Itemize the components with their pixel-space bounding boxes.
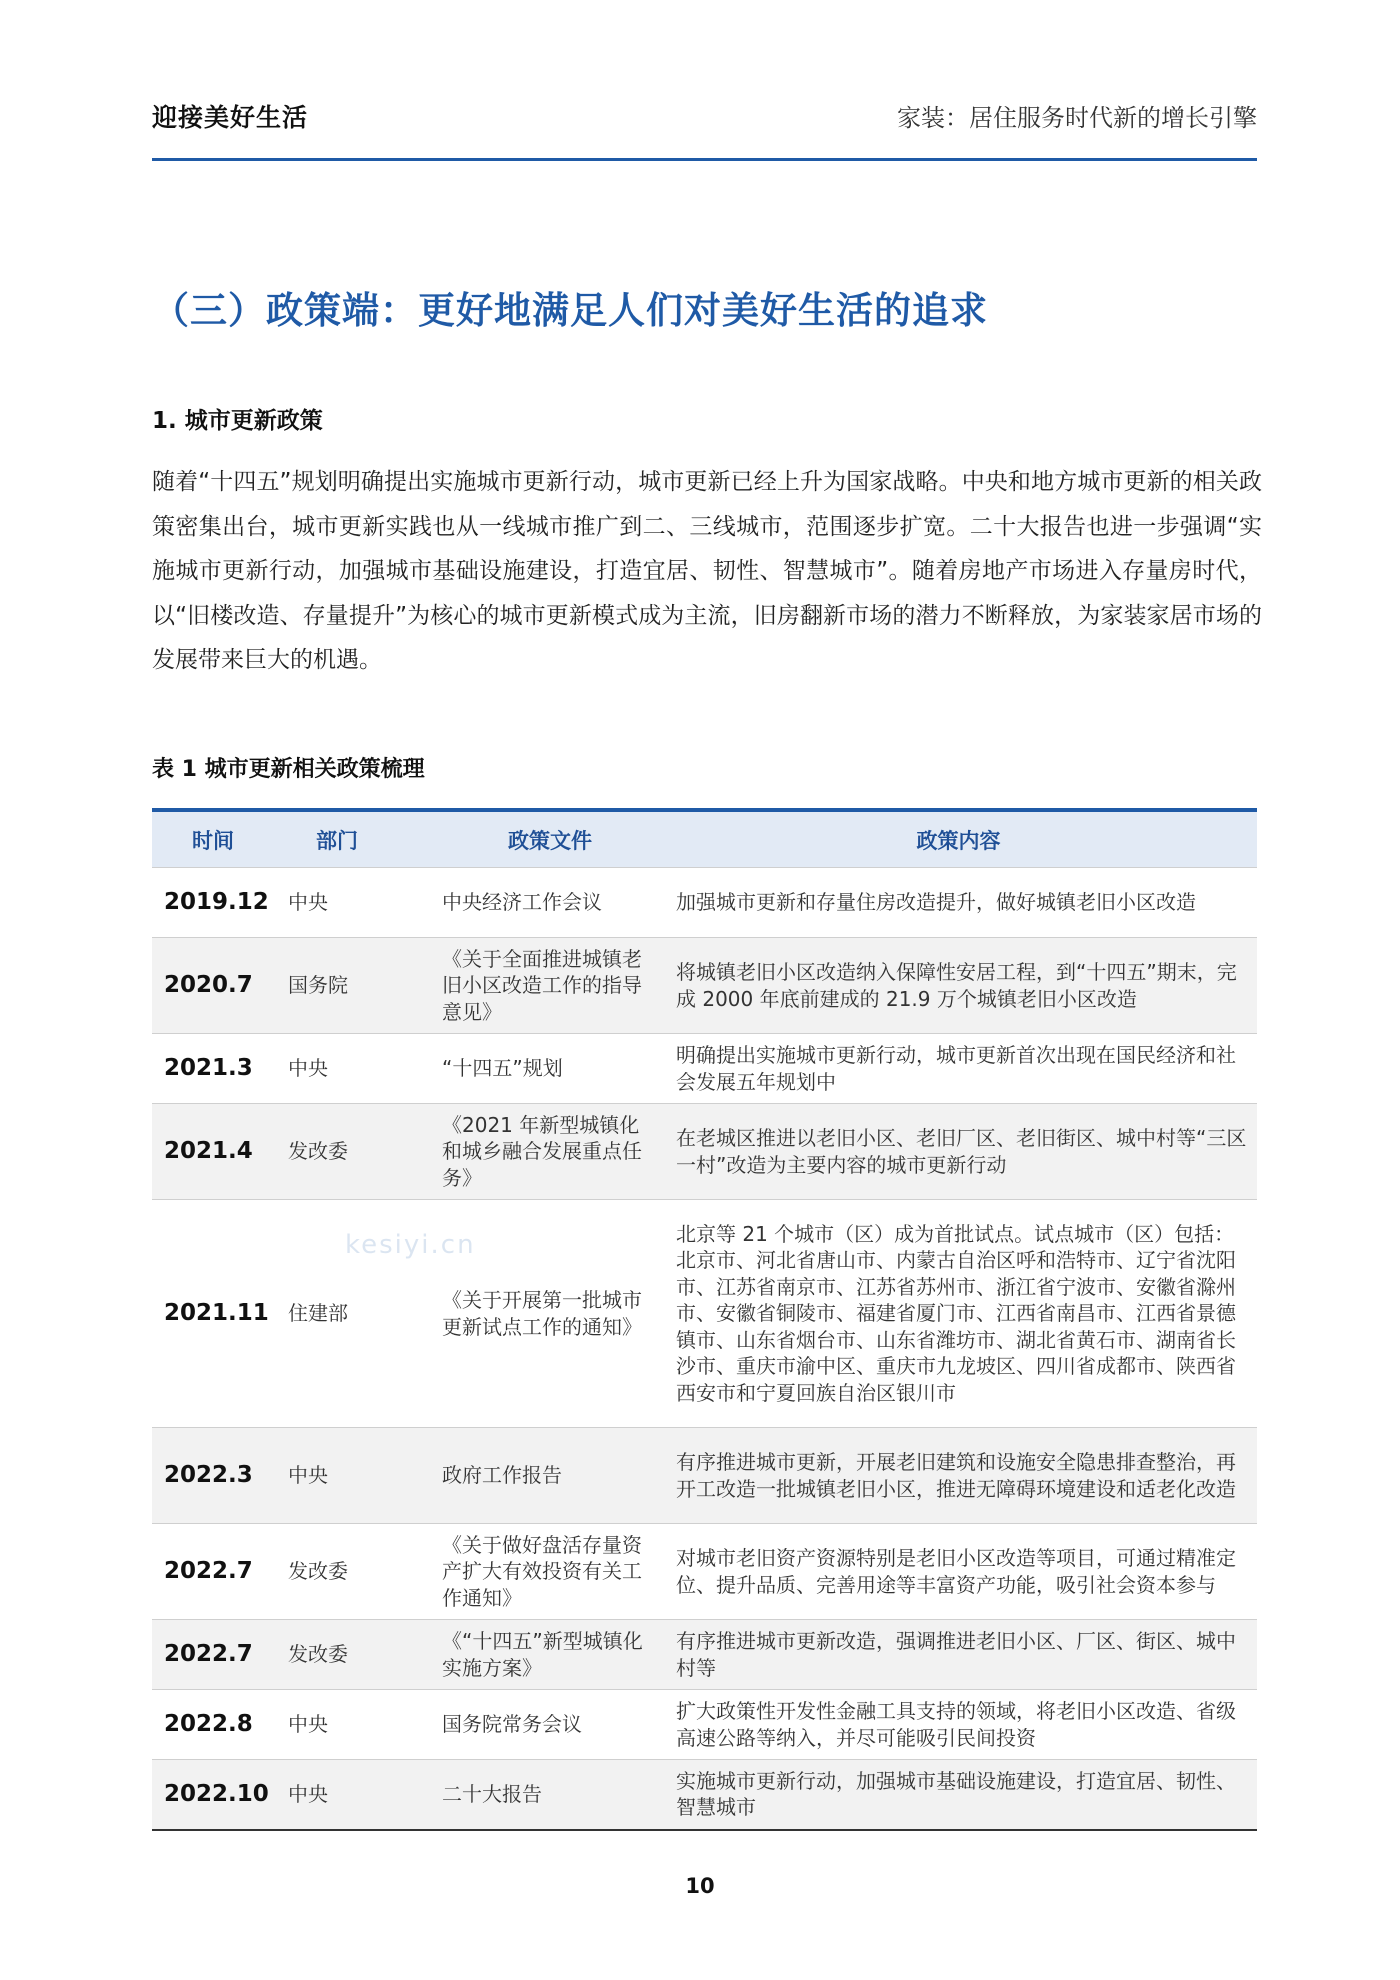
cell-dept: 中央 [280,1428,440,1524]
cell-doc: 国务院常务会议 [440,1690,660,1760]
cell-dept: 中央 [280,1760,440,1830]
cell-time: 2021.11 [152,1200,280,1428]
cell-time: 2022.8 [152,1690,280,1760]
cell-time: 2022.10 [152,1760,280,1830]
cell-content: 将城镇老旧小区改造纳入保障性安居工程，到“十四五”期末，完成 2000 年底前建成的 21.9 万个城镇老旧小区改造 [660,938,1257,1034]
cell-time: 2019.12 [152,868,280,938]
policy-table [152,808,1257,1831]
cell-content: 有序推进城市更新，开展老旧建筑和设施安全隐患排查整治，再开工改造一批城镇老旧小区，推进无障碍环境建设和适老化改造 [660,1428,1257,1524]
header-dept: 部门 [280,810,440,868]
watermark: kesiyi.cn [345,1230,476,1260]
table-caption: 表 1 城市更新相关政策梳理 [152,757,425,782]
sub-heading: 1. 城市更新政策 [152,408,323,434]
cell-content: 对城市老旧资产资源特别是老旧小区改造等项目，可通过精准定位、提升品质、完善用途等丰富资产功能，吸引社会资本参与 [660,1524,1257,1620]
cell-time: 2022.7 [152,1620,280,1690]
table-row [152,1690,1257,1760]
cell-doc: 《“十四五”新型城镇化实施方案》 [440,1620,660,1690]
cell-doc: 《关于做好盘活存量资产扩大有效投资有关工作通知》 [440,1524,660,1620]
cell-doc: 政府工作报告 [440,1428,660,1524]
cell-dept: 发改委 [280,1524,440,1620]
cell-doc: 中央经济工作会议 [440,868,660,938]
cell-content: 有序推进城市更新改造，强调推进老旧小区、厂区、街区、城中村等 [660,1620,1257,1690]
cell-time: 2022.3 [152,1428,280,1524]
header-divider [152,158,1257,161]
cell-doc: 《关于全面推进城镇老旧小区改造工作的指导意见》 [440,938,660,1034]
cell-time: 2020.7 [152,938,280,1034]
cell-content: 明确提出实施城市更新行动，城市更新首次出现在国民经济和社会发展五年规划中 [660,1034,1257,1104]
table-row [152,1524,1257,1620]
cell-time: 2022.7 [152,1524,280,1620]
table-row [152,1760,1257,1830]
cell-dept: 发改委 [280,1104,440,1200]
cell-dept: 发改委 [280,1620,440,1690]
cell-content: 扩大政策性开发性金融工具支持的领域，将老旧小区改造、省级高速公路等纳入，并尽可能吸引民间投资 [660,1690,1257,1760]
cell-doc: 二十大报告 [440,1760,660,1830]
header-content: 政策内容 [660,810,1257,868]
cell-content: 加强城市更新和存量住房改造提升，做好城镇老旧小区改造 [660,868,1257,938]
header-left-title: 迎接美好生活 [152,103,309,132]
table-row [152,1034,1257,1104]
header-doc: 政策文件 [440,810,660,868]
table-row [152,1104,1257,1200]
cell-dept: 中央 [280,868,440,938]
page-number: 10 [685,1874,715,1898]
cell-doc: 《关于开展第一批城市更新试点工作的通知》 [440,1200,660,1428]
body-paragraph: 随着“十四五”规划明确提出实施城市更新行动，城市更新已经上升为国家战略。中央和地方城市更新的相关政策密集出台，城市更新实践也从一线城市推广到二、三线城市，范围逐步扩宽。二十大报告也进一步强调“实施城市更新行动，加强城市基础设施建设，打造宜居、韧性、智慧城市”。随着房地产市场进入存量房时代，以“旧楼改造、存量提升”为核心的城市更新模式成为主流，旧房翻新市场的潜力不断释放，为家装家居市场的发展带来巨大的机遇。 [152,469,1262,673]
table-row [152,938,1257,1034]
table-row [152,1200,1257,1428]
cell-doc: “十四五”规划 [440,1034,660,1104]
cell-dept: 中央 [280,1034,440,1104]
table-row [152,1620,1257,1690]
cell-content: 北京等 21 个城市（区）成为首批试点。试点城市（区）包括：北京市、河北省唐山市、内蒙古自治区呼和浩特市、辽宁省沈阳市、江苏省南京市、江苏省苏州市、浙江省宁波市、安徽省滁州市、安徽省铜陵市、福建省厦门市、江西省南昌市、江西省景德镇市、山东省烟台市、山东省潍坊市、湖北省黄石市、湖南省长沙市、重庆市渝中区、重庆市九龙坡区、四川省成都市、陕西省西安市和宁夏回族自治区银川市 [660,1200,1257,1428]
cell-dept: 中央 [280,1690,440,1760]
cell-doc: 《2021 年新型城镇化和城乡融合发展重点任务》 [440,1104,660,1200]
cell-time: 2021.4 [152,1104,280,1200]
section-title: （三）政策端：更好地满足人们对美好生活的追求 [152,289,988,332]
table-row [152,1428,1257,1524]
header-right-title: 家装：居住服务时代新的增长引擎 [897,104,1257,132]
cell-dept: 住建部 [280,1200,440,1428]
cell-content: 实施城市更新行动，加强城市基础设施建设，打造宜居、韧性、智慧城市 [660,1760,1257,1830]
cell-content: 在老城区推进以老旧小区、老旧厂区、老旧街区、城中村等“三区一村”改造为主要内容的城市更新行动 [660,1104,1257,1200]
table-row [152,868,1257,938]
header-time: 时间 [152,810,280,868]
table-header-row [152,810,1257,868]
cell-time: 2021.3 [152,1034,280,1104]
cell-dept: 国务院 [280,938,440,1034]
